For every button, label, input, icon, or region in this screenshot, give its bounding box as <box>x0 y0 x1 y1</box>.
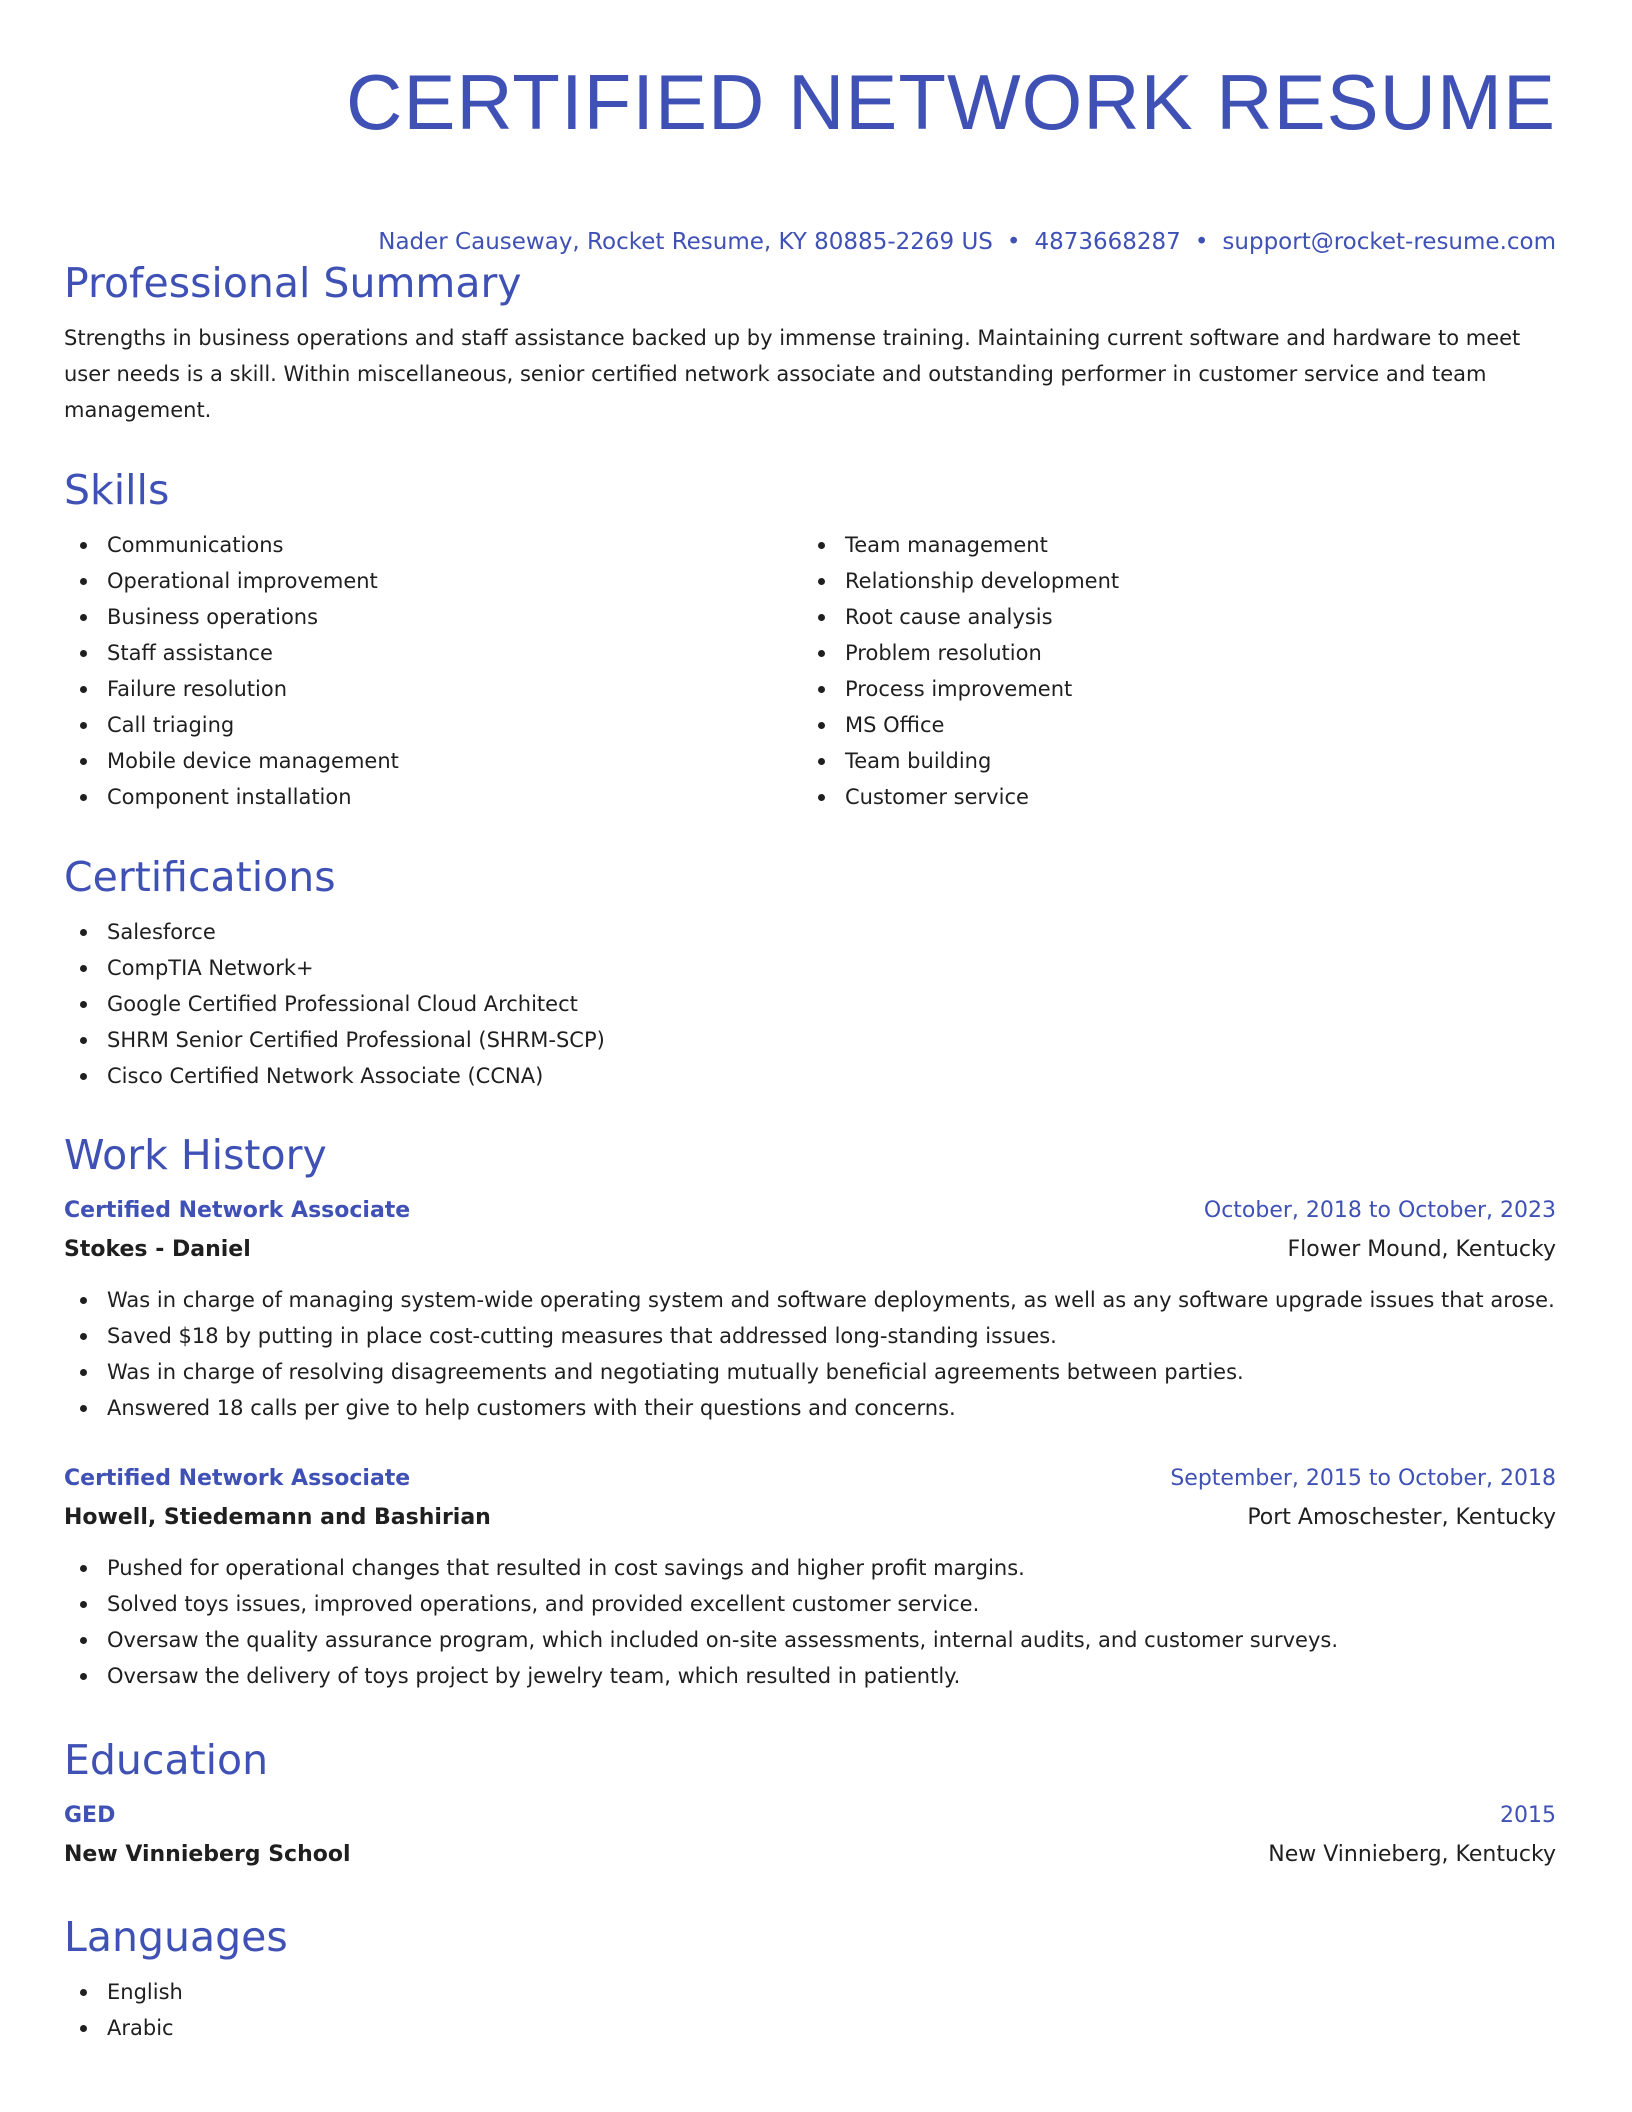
job-entry <box>64 1460 1556 1694</box>
skill-item: Business operations <box>64 599 802 635</box>
languages-section <box>64 1912 1556 2046</box>
education-header <box>64 1797 1556 1835</box>
job-dates: September, 2015 to October, 2018 <box>1170 1466 1556 1491</box>
certification-item: Salesforce <box>64 914 1556 950</box>
job-subheader <box>64 1230 1556 1270</box>
education-school: New Vinnieberg School <box>64 1842 351 1867</box>
skills-list-right <box>802 527 1540 815</box>
language-item: English <box>64 1974 1556 2010</box>
job-header <box>64 1460 1556 1498</box>
job-subheader <box>64 1498 1556 1538</box>
skill-item: Relationship development <box>802 563 1540 599</box>
resume-title: CERTIFIED NETWORK RESUME <box>346 58 1556 146</box>
language-item: Arabic <box>64 2010 1556 2046</box>
contact-separator: • <box>1006 229 1021 255</box>
summary-text: Strengths in business operations and staff assistance backed up by immense training. Maintaining current software and hardware to meet user needs is a skill. Within miscellaneous, senior certified network associate and outstanding performer in customer service and team management. <box>64 326 1521 422</box>
job-bullet: Answered 18 calls per give to help customers with their questions and concerns. <box>64 1390 1556 1426</box>
job-company: Howell, Stiedemann and Bashirian <box>64 1505 491 1530</box>
job-location: Flower Mound, Kentucky <box>1287 1237 1556 1262</box>
skill-item: Failure resolution <box>64 671 802 707</box>
contact-email: support@rocket-resume.com <box>1222 229 1556 255</box>
certification-item: Cisco Certified Network Associate (CCNA) <box>64 1058 1556 1094</box>
job-company: Stokes - Daniel <box>64 1237 251 1262</box>
job-bullet: Oversaw the delivery of toys project by jewelry team, which resulted in patiently. <box>64 1658 1556 1694</box>
skill-item: Staff assistance <box>64 635 802 671</box>
skill-item: Root cause analysis <box>802 599 1540 635</box>
skill-item: Call triaging <box>64 707 802 743</box>
education-location: New Vinnieberg, Kentucky <box>1268 1842 1556 1867</box>
skill-item: Team building <box>802 743 1540 779</box>
contact-separator: • <box>1194 229 1209 255</box>
work-history-section <box>64 1130 1556 1694</box>
job-bullet: Was in charge of managing system-wide operating system and software deployments, as well as any software upgrade issues that arose. <box>64 1282 1556 1318</box>
job-entry <box>64 1192 1556 1426</box>
skill-item: MS Office <box>802 707 1540 743</box>
contact-phone: 4873668287 <box>1034 229 1181 255</box>
job-bullets <box>64 1550 1556 1694</box>
education-section <box>64 1735 1556 1875</box>
job-bullet: Was in charge of resolving disagreements and negotiating mutually beneficial agreements between parties. <box>64 1354 1556 1390</box>
job-bullet: Solved toys issues, improved operations, and provided excellent customer service. <box>64 1586 1556 1622</box>
job-bullet: Oversaw the quality assurance program, which included on-site assessments, internal audits, and customer surveys. <box>64 1622 1556 1658</box>
education-degree: GED <box>64 1803 116 1828</box>
resume-header <box>64 56 1556 258</box>
certification-item: CompTIA Network+ <box>64 950 1556 986</box>
contact-address: Nader Causeway, Rocket Resume, KY 80885-2269 US <box>378 229 993 255</box>
summary-heading: Professional Summary <box>64 259 522 307</box>
skill-item: Operational improvement <box>64 563 802 599</box>
certifications-section <box>64 852 1556 1094</box>
education-year: 2015 <box>1500 1803 1556 1828</box>
job-bullets <box>64 1282 1556 1426</box>
skills-heading: Skills <box>64 466 170 514</box>
job-header <box>64 1192 1556 1230</box>
job-title: Certified Network Associate <box>64 1466 411 1491</box>
job-dates: October, 2018 to October, 2023 <box>1203 1198 1556 1223</box>
skill-item: Problem resolution <box>802 635 1540 671</box>
skills-section <box>64 465 1556 815</box>
job-bullet: Pushed for operational changes that resulted in cost savings and higher profit margins. <box>64 1550 1556 1586</box>
languages-list <box>64 1974 1556 2046</box>
job-bullet: Saved $18 by putting in place cost-cutting measures that addressed long-standing issues. <box>64 1318 1556 1354</box>
work-history-heading: Work History <box>64 1131 327 1179</box>
skill-item: Process improvement <box>802 671 1540 707</box>
skill-item: Communications <box>64 527 802 563</box>
certifications-heading: Certifications <box>64 853 336 901</box>
education-heading: Education <box>64 1736 269 1784</box>
certification-item: Google Certified Professional Cloud Architect <box>64 986 1556 1022</box>
job-location: Port Amoschester, Kentucky <box>1247 1505 1556 1530</box>
education-subheader <box>64 1835 1556 1875</box>
summary-section <box>64 258 1556 428</box>
certification-item: SHRM Senior Certified Professional (SHRM-SCP) <box>64 1022 1556 1058</box>
languages-heading: Languages <box>64 1913 288 1961</box>
skill-item: Mobile device management <box>64 743 802 779</box>
skills-list-left <box>64 527 802 815</box>
contact-line <box>64 226 1556 258</box>
skill-item: Component installation <box>64 779 802 815</box>
skills-grid <box>64 527 1556 815</box>
certifications-list <box>64 914 1556 1094</box>
skill-item: Team management <box>802 527 1540 563</box>
job-title: Certified Network Associate <box>64 1198 411 1223</box>
skill-item: Customer service <box>802 779 1540 815</box>
